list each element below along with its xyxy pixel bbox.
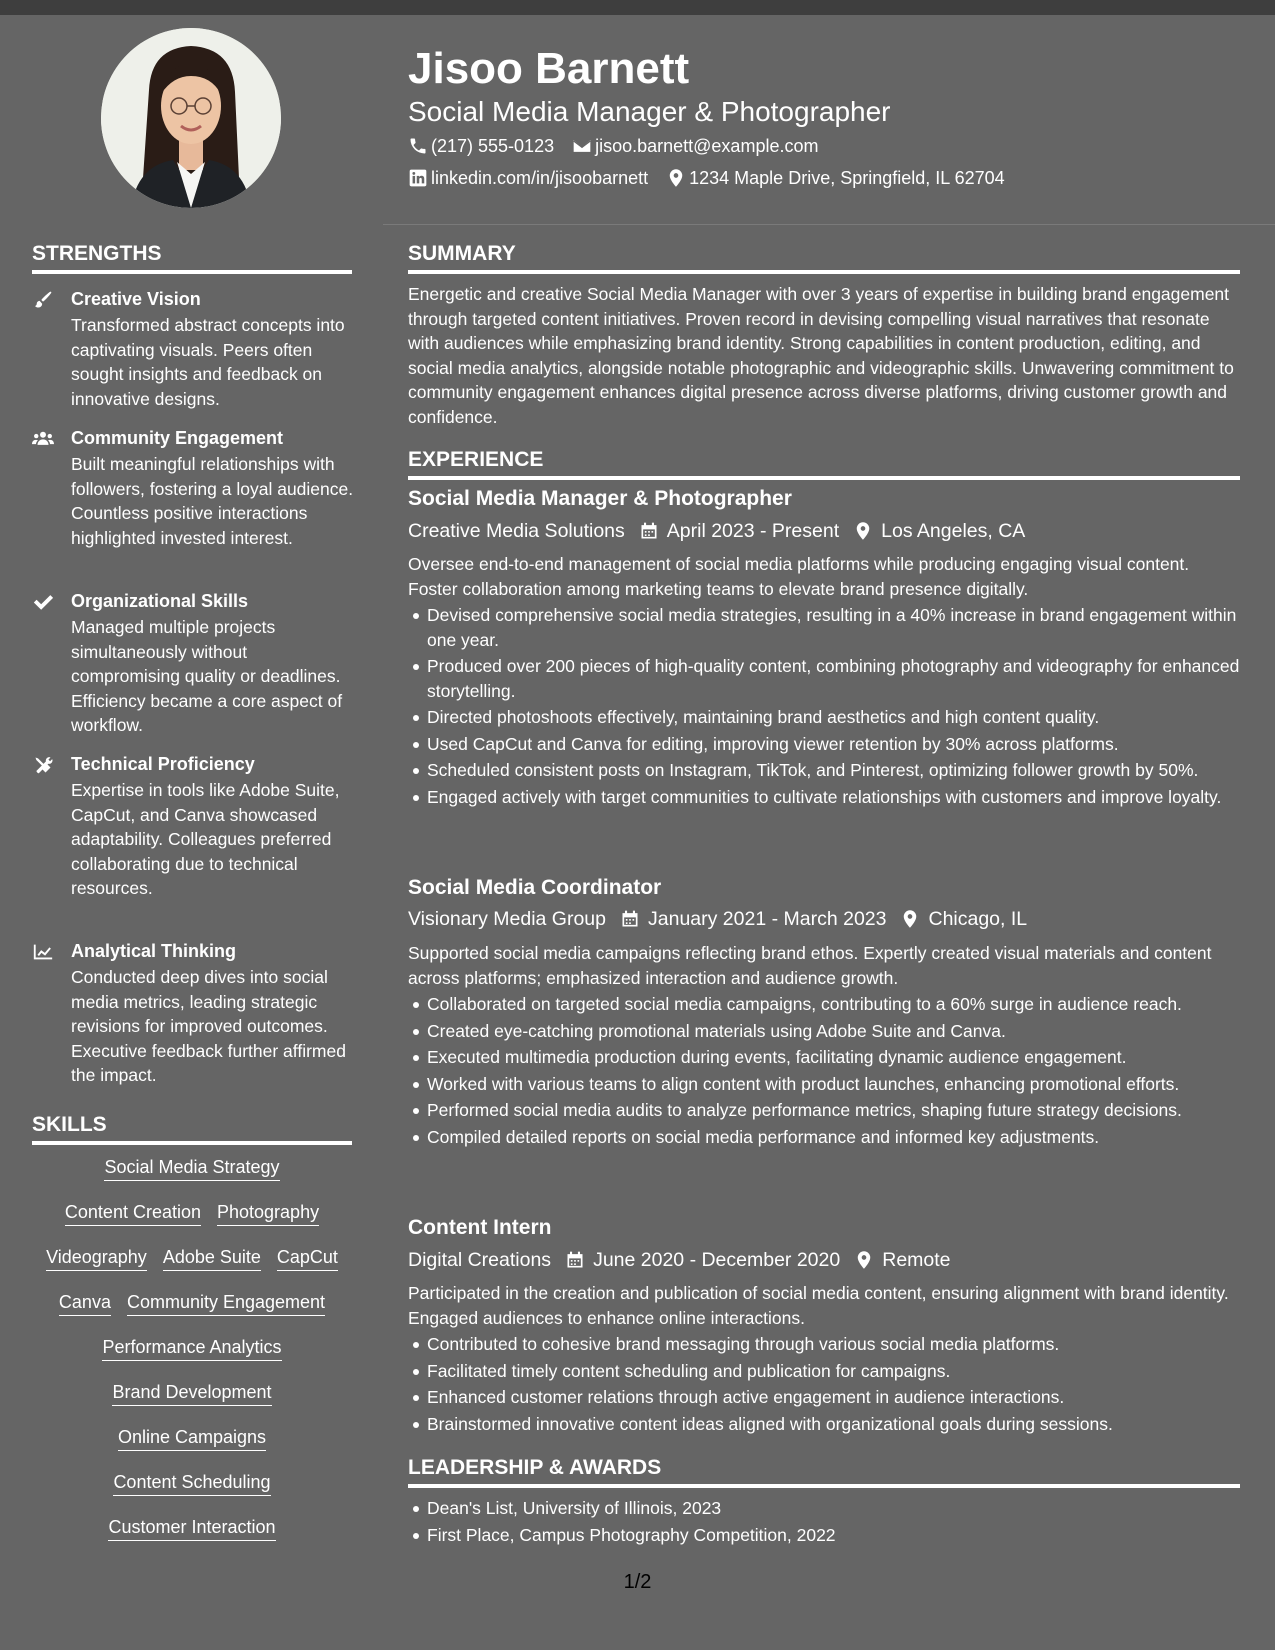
map-marker-icon (853, 521, 873, 541)
job-title: Content Intern (408, 1216, 552, 1239)
calendar-icon (620, 909, 640, 929)
job-bullets (408, 603, 1259, 811)
skill-tag: Brand Development (112, 1381, 271, 1406)
strength-desc: Expertise in tools like Adobe Suite, CapCut, and Canva showcased adaptability. Colleagues preferred collaborating due to technical resources. (71, 780, 340, 898)
page-number: 1/2 (623, 1571, 652, 1593)
skill-tag: Photography (217, 1201, 319, 1226)
job-meta (408, 1247, 951, 1273)
skill-tag: Videography (46, 1246, 147, 1271)
skill-tag: Online Campaigns (118, 1426, 266, 1451)
job-dates: June 2020 - December 2020 (593, 1249, 841, 1271)
job-bullet: Produced over 200 pieces of high-quality content, combining photography and videography for enhanced storytelling. (427, 654, 1259, 703)
skills-heading: SKILLS (32, 1112, 352, 1145)
strengths-heading: STRENGTHS (32, 241, 352, 274)
job-bullets (408, 992, 1259, 1151)
job-location: Los Angeles, CA (881, 520, 1026, 542)
skill-tag: Customer Interaction (108, 1516, 275, 1541)
map-marker-icon (900, 909, 920, 929)
job-description: Oversee end-to-end management of social media platforms while producing engaging visual content. Foster collaboration among marketing teams to elevate brand presence digitally. (408, 554, 1190, 599)
top-bar (0, 0, 1275, 15)
job-bullet: Facilitated timely content scheduling and publication for campaigns. (427, 1359, 1259, 1384)
strength-title: Technical Proficiency (71, 754, 255, 774)
job-bullet: Scheduled consistent posts on Instagram, TikTok, and Pinterest, optimizing follower growth by 50%. (427, 758, 1259, 783)
candidate-title: Social Media Manager & Photographer (408, 96, 891, 127)
contact-row-2 (408, 166, 1005, 190)
strength-desc: Built meaningful relationships with followers, fostering a loyal audience. Countless positive interactions highlighted invested interest. (71, 454, 354, 548)
chart-line-icon (32, 942, 54, 962)
job-bullet: Used CapCut and Canva for editing, improving viewer retention by 30% across platforms. (427, 732, 1259, 757)
job-meta (408, 906, 1027, 932)
job-bullet: Devised comprehensive social media strategies, resulting in a 40% increase in brand engagement within one year. (427, 603, 1259, 652)
award-item: Dean's List, University of Illinois, 2023 (427, 1496, 1259, 1521)
linkedin-link[interactable]: linkedin.com/in/jisoobarnett (431, 168, 649, 188)
job-bullet: Executed multimedia production during events, facilitating dynamic audience engagement. (427, 1045, 1259, 1070)
address-text: 1234 Maple Drive, Springfield, IL 62704 (689, 168, 1005, 188)
job-bullet: Compiled detailed reports on social media performance and informed key adjustments. (427, 1125, 1259, 1150)
linkedin-icon (408, 168, 428, 188)
skill-tag: Adobe Suite (163, 1246, 261, 1271)
job-dates: January 2021 - March 2023 (648, 908, 887, 930)
skill-tag: Social Media Strategy (104, 1156, 279, 1181)
job-company: Visionary Media Group (408, 908, 606, 930)
strength-title: Community Engagement (71, 428, 284, 448)
job-meta (408, 518, 1025, 544)
job-bullets (408, 1332, 1259, 1438)
job-bullet: Brainstormed innovative content ideas aligned with organizational goals during sessions. (427, 1412, 1259, 1437)
job-location: Remote (882, 1249, 951, 1271)
skill-tag: Performance Analytics (102, 1336, 281, 1361)
map-marker-icon (854, 1250, 874, 1270)
email-link[interactable]: jisoo.barnett@example.com (595, 136, 819, 156)
skill-tag: CapCut (277, 1246, 338, 1271)
job-title: Social Media Coordinator (408, 876, 662, 899)
map-marker-icon (666, 168, 686, 188)
header-divider (383, 224, 1275, 225)
strength-desc: Transformed abstract concepts into captivating visuals. Peers often sought insights and feedback on innovative designs. (71, 315, 345, 409)
job-bullet: Worked with various teams to align content with product launches, enhancing promotional efforts. (427, 1072, 1259, 1097)
contact-row-1 (408, 134, 818, 158)
skill-tag: Content Scheduling (113, 1471, 270, 1496)
phone-icon (408, 136, 428, 156)
job-company: Creative Media Solutions (408, 520, 625, 542)
skill-tag: Community Engagement (127, 1291, 325, 1316)
paintbrush-icon (32, 290, 54, 310)
candidate-name: Jisoo Barnett (408, 44, 690, 93)
job-title: Social Media Manager & Photographer (408, 487, 792, 510)
phone-text: (217) 555-0123 (431, 136, 555, 156)
tools-icon (32, 755, 54, 775)
skill-tag: Content Creation (65, 1201, 201, 1226)
skill-tag: Canva (59, 1291, 111, 1316)
skills-list (32, 1156, 352, 1561)
summary-heading: SUMMARY (408, 241, 1240, 274)
job-description: Supported social media campaigns reflecting brand ethos. Expertly created visual materials and content across platforms; emphasized interaction and audience growth. (408, 943, 1212, 988)
award-item: First Place, Campus Photography Competition, 2022 (427, 1523, 1259, 1548)
job-description: Participated in the creation and publication of social media content, ensuring alignment with brand identity. Engaged audiences to enhance online interactions. (408, 1283, 1229, 1328)
job-location: Chicago, IL (928, 908, 1028, 930)
strength-desc: Conducted deep dives into social media metrics, leading strategic revisions for improved outcomes. Executive feedback further affirmed the impact. (71, 967, 346, 1085)
envelope-icon (572, 136, 592, 156)
job-dates: April 2023 - Present (666, 520, 840, 542)
profile-photo (101, 28, 281, 208)
check-icon (32, 592, 54, 612)
job-bullet: Contributed to cohesive brand messaging through various social media platforms. (427, 1332, 1259, 1357)
users-icon (32, 429, 54, 449)
strength-desc: Managed multiple projects simultaneously without compromising quality or deadlines. Efficiency became a core aspect of workflow. (71, 617, 343, 735)
experience-heading: EXPERIENCE (408, 447, 1240, 480)
strength-title: Organizational Skills (71, 591, 249, 611)
strength-title: Analytical Thinking (71, 941, 237, 961)
job-bullet: Directed photoshoots effectively, maintaining brand aesthetics and high content quality. (427, 705, 1259, 730)
awards-list (408, 1496, 1259, 1549)
job-company: Digital Creations (408, 1249, 552, 1271)
job-bullet: Created eye-catching promotional materials using Adobe Suite and Canva. (427, 1019, 1259, 1044)
job-bullet: Engaged actively with target communities to cultivate relationships with customers and improve loyalty. (427, 785, 1259, 810)
awards-heading: LEADERSHIP & AWARDS (408, 1455, 1240, 1488)
strength-title: Creative Vision (71, 289, 201, 309)
calendar-icon (639, 521, 659, 541)
calendar-icon (565, 1250, 585, 1270)
job-bullet: Enhanced customer relations through active engagement in audience interactions. (427, 1385, 1259, 1410)
summary-text: Energetic and creative Social Media Manager with over 3 years of expertise in building brand engagement through targeted content initiatives. Proven record in devising compelling visual narratives that resonate with audiences while emphasizing brand identity. Strong capabilities in content production, editing, and social media analytics, alongside notable photographic and videographic skills. Unwavering commitment to community engagement enhances digital presence across diverse platforms, driving customer growth and confidence. (408, 284, 1234, 427)
job-bullet: Performed social media audits to analyze performance metrics, shaping future strategy decisions. (427, 1098, 1259, 1123)
job-bullet: Collaborated on targeted social media campaigns, contributing to a 60% surge in audience reach. (427, 992, 1259, 1017)
